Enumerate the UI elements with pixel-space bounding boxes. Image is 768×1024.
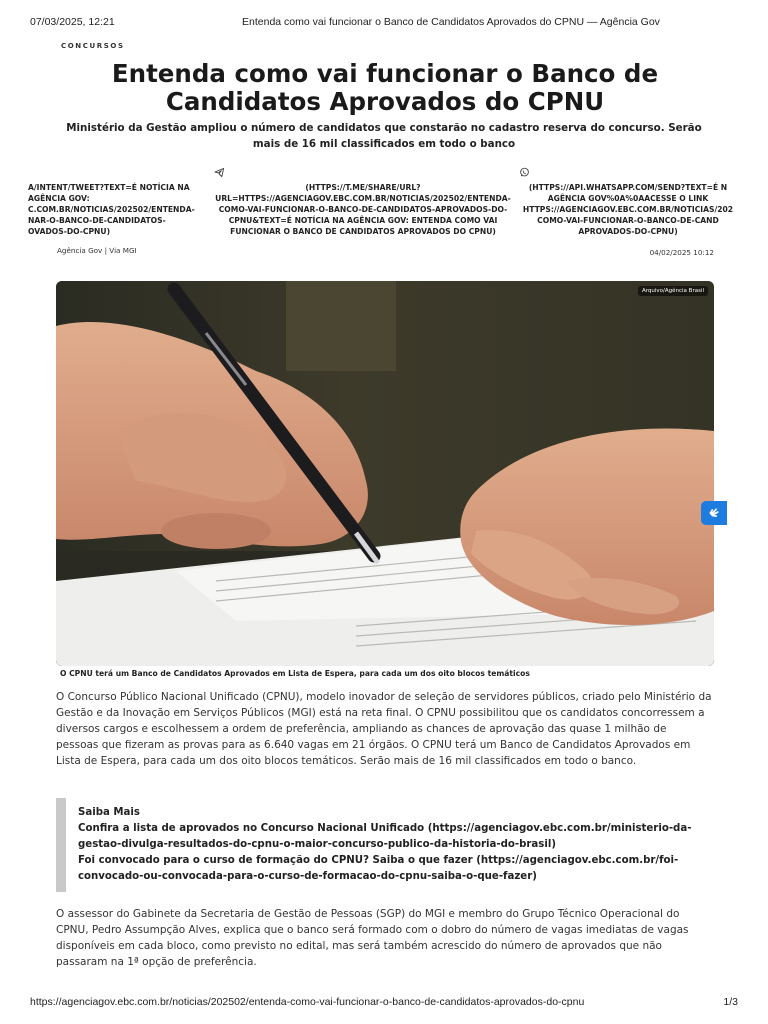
whatsapp-icon[interactable] xyxy=(519,167,530,178)
section-kicker[interactable]: CONCURSOS xyxy=(61,42,125,50)
print-datetime: 07/03/2025, 12:21 xyxy=(30,16,115,28)
accessibility-button[interactable] xyxy=(701,501,727,525)
page-count: 1/3 xyxy=(723,996,738,1008)
share-telegram-link[interactable]: (HTTPS://T.ME/SHARE/URL? URL=HTTPS://AGENCIAGOV.EBC.COM.BR/NOTICIAS/202502/ENTENDA- COMO-VAI-FUNCIONAR-O-BANCO-DE-CANDIDATOS-APROVADOS-DO- CPNU&TEXT=É NOTÍCIA NA AGÊNCIA GOV: ENTENDA COMO VAI FUNCIONAR O BANCO DE CANDIDATOS APROVADOS DO CPNU) xyxy=(215,183,511,236)
saiba-mais-heading: Saiba Mais xyxy=(78,807,140,818)
saiba-mais-box xyxy=(56,798,712,892)
print-url: https://agenciagov.ebc.com.br/noticias/202502/entenda-como-vai-funcionar-o-banco-de-candidatos-aprovados-do-cpnu xyxy=(30,996,585,1008)
hands-writing-illustration xyxy=(56,281,714,666)
article-photo xyxy=(56,281,714,666)
saiba-mais-link-lista-aprovados[interactable]: Confira a lista de aprovados no Concurso Nacional Unificado (https://agenciagov.ebc.com.br/ministerio-da-gestao-divulga-resultados-do-cpnu-o-maior-concurso-publico-da-historia-do-brasil) xyxy=(78,823,692,850)
hand-sign-icon xyxy=(706,505,722,521)
article-subtitle: Ministério da Gestão ampliou o número de candidatos que constarão no cadastro reserva do concurso. Serão mais de 16 mil classificados em todo o banco xyxy=(66,122,702,150)
photo-credit-badge: Arquivo/Agência Brasil xyxy=(638,286,708,296)
print-header xyxy=(30,16,738,30)
article-paragraph-2: O assessor do Gabinete da Secretaria de Gestão de Pessoas (SGP) do MGI e membro do Grupo Técnico Operacional do CPNU, Pedro Assumpção Alves, explica que o banco será formado com o dobro do número de vagas imediatas de vagas disponíveis em cada bloco, como previsto no edital, mas será também acrescido do número de aprovados que não passaram na 1ª opção de preferência. xyxy=(56,908,689,968)
print-footer xyxy=(30,996,738,1010)
photo-caption: O CPNU terá um Banco de Candidatos Aprovados em Lista de Espera, para cada um dos oito blocos temáticos xyxy=(60,669,530,678)
article-title: Entenda como vai funcionar o Banco de Candidatos Aprovados do CPNU xyxy=(111,59,659,116)
print-page-title: Entenda como vai funcionar o Banco de Candidatos Aprovados do CPNU — Agência Gov xyxy=(242,16,660,28)
saiba-mais-link-curso-formacao[interactable]: Foi convocado para o curso de formação do CPNU? Saiba o que fazer (https://agenciagov.ebc.com.br/foi-convocado-ou-convocada-para-o-curso-de-formacao-do-cpnu-saiba-o-que-fazer) xyxy=(78,855,679,882)
share-whatsapp-link[interactable]: (HTTPS://API.WHATSAPP.COM/SEND?TEXT=É N AGÊNCIA GOV%0A%0AACESSE O LINK HTTPS://AGENCIAGOV.EBC.COM.BR/NOTICIAS/202 COMO-VAI-FUNCIONAR-O-BANCO-DE-CAND APROVADOS-DO-CPNU) xyxy=(522,183,734,236)
telegram-icon[interactable] xyxy=(214,167,225,178)
article-paragraph-1: O Concurso Público Nacional Unificado (CPNU), modelo inovador de seleção de servidores públicos, criado pelo Ministério da Gestão e da Inovação em Serviços Públicos (MGI) está na reta final. O CPNU possibilitou que os candidatos concorressem a diversos cargos e escolhessem a ordem de preferência, ampliando as chances de aprovação das quase 1 milhão de pessoas que fizeram as provas para as 6.640 vagas em 21 órgãos. O CPNU terá um Banco de Candidatos Aprovados em Lista de Espera, para cada um dos oito blocos temáticos. Serão mais de 16 mil classificados em todo o banco. xyxy=(56,691,712,767)
share-x-link[interactable]: A/INTENT/TWEET?TEXT=É NOTÍCIA NA AGÊNCIA GOV: C.COM.BR/NOTICIAS/202502/ENTENDA- NAR-O-BANCO-DE-CANDIDATOS- OVADOS-DO-CPNU) xyxy=(28,183,195,236)
article-byline: Agência Gov | Via MGI xyxy=(57,246,137,255)
article-published-date: 04/02/2025 10:12 xyxy=(649,248,714,257)
